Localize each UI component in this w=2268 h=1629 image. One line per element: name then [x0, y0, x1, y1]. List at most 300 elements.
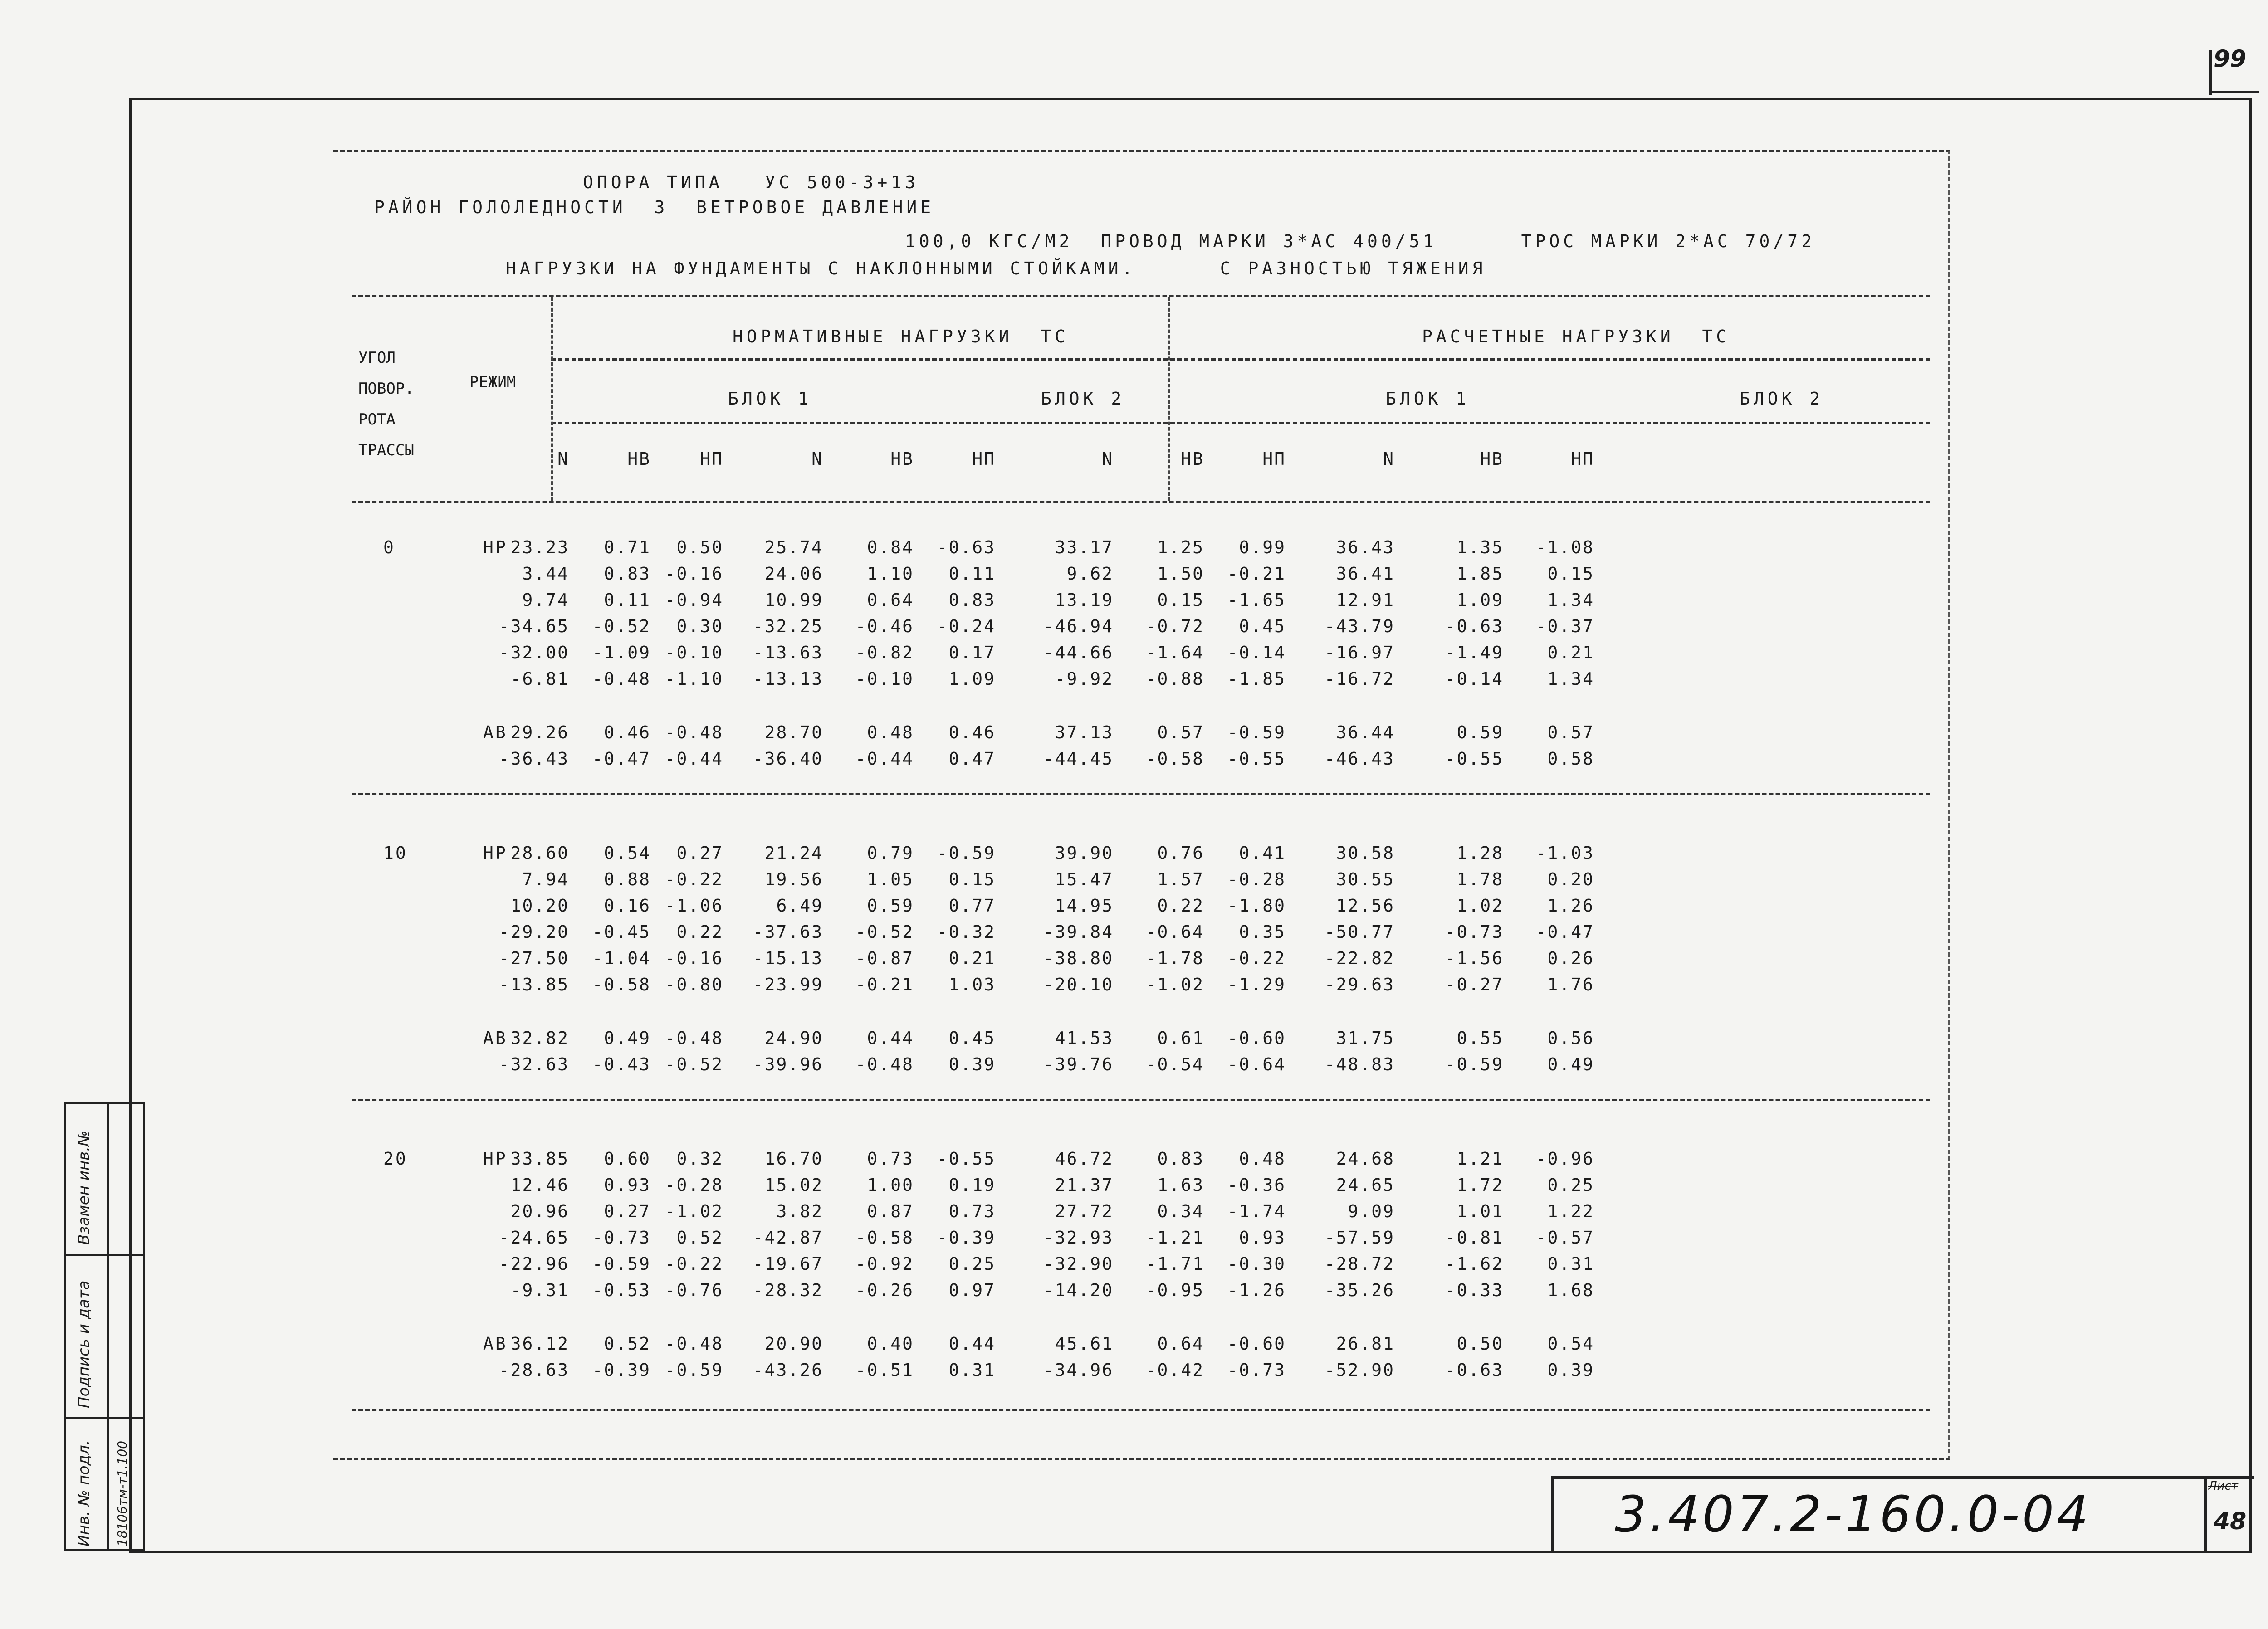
value-cell: 16.70 — [764, 1149, 823, 1169]
value-cell: 3.82 — [776, 1201, 823, 1221]
value-cell: 1.85 — [1457, 564, 1504, 584]
value-cell: -0.63 — [1445, 616, 1504, 636]
value-cell: -28.32 — [753, 1280, 823, 1300]
value-cell: -28.63 — [499, 1360, 569, 1380]
value-cell: 1.05 — [867, 869, 914, 889]
subheader-cell: НВ — [1181, 449, 1204, 469]
value-cell: 0.44 — [948, 1334, 996, 1354]
value-cell: 0.48 — [867, 722, 914, 742]
value-cell: 0.54 — [1547, 1334, 1594, 1354]
value-cell: 15.02 — [764, 1175, 823, 1195]
value-cell: 20.90 — [764, 1334, 823, 1354]
table-bottom-rule — [352, 1409, 1930, 1411]
value-cell: -0.95 — [1145, 1280, 1204, 1300]
value-cell: 24.06 — [764, 564, 823, 584]
value-cell: 0.60 — [604, 1149, 651, 1169]
value-cell: 1.68 — [1547, 1280, 1594, 1300]
value-cell: 0.57 — [1157, 722, 1204, 742]
table-top-rule — [352, 295, 1930, 297]
value-cell: 0.20 — [1547, 869, 1594, 889]
value-cell: -0.59 — [592, 1254, 651, 1274]
value-cell: -1.64 — [1145, 643, 1204, 663]
value-cell: -0.88 — [1145, 669, 1204, 689]
value-cell: 0.49 — [1547, 1054, 1594, 1074]
value-cell: 1.78 — [1457, 869, 1504, 889]
value-cell: -0.48 — [665, 1028, 723, 1048]
angle-header — [358, 342, 414, 466]
value-cell: 30.55 — [1336, 869, 1395, 889]
value-cell: -0.55 — [1227, 749, 1286, 769]
value-cell: -0.52 — [592, 616, 651, 636]
value-cell: -0.27 — [1445, 975, 1504, 995]
value-cell: -0.87 — [855, 948, 914, 968]
value-cell: -1.02 — [1145, 975, 1204, 995]
value-cell: 36.12 — [510, 1334, 569, 1354]
value-cell: 32.82 — [510, 1028, 569, 1048]
value-cell: 0.46 — [604, 722, 651, 742]
value-cell: -0.44 — [665, 749, 723, 769]
inv-label: Инв. № подл. — [75, 1440, 93, 1546]
value-cell: -0.42 — [1145, 1360, 1204, 1380]
mode-value: НР — [483, 537, 508, 557]
value-cell: 1.09 — [948, 669, 996, 689]
subheader-cell: N — [1102, 449, 1114, 469]
value-cell: 0.99 — [1239, 537, 1286, 557]
value-cell: -32.90 — [1043, 1254, 1114, 1274]
value-cell: -1.03 — [1535, 843, 1594, 863]
header-bottom-rule — [352, 501, 1930, 503]
block2-normative-header: БЛОК 2 — [1041, 389, 1125, 409]
subheader-cell: N — [557, 449, 569, 469]
value-cell: -0.51 — [855, 1360, 914, 1380]
value-cell: -0.94 — [665, 590, 723, 610]
subheader-cell: НВ — [890, 449, 914, 469]
value-cell: 0.30 — [676, 616, 723, 636]
value-cell: -29.20 — [499, 922, 569, 942]
value-cell: -39.76 — [1043, 1054, 1114, 1074]
value-cell: -32.63 — [499, 1054, 569, 1074]
value-cell: 10.20 — [510, 896, 569, 916]
value-cell: -0.76 — [665, 1280, 723, 1300]
value-cell: -0.43 — [592, 1054, 651, 1074]
value-cell: 0.41 — [1239, 843, 1286, 863]
value-cell: 1.50 — [1157, 564, 1204, 584]
value-cell: 0.22 — [1157, 896, 1204, 916]
value-cell: -0.14 — [1445, 669, 1504, 689]
value-cell: -52.90 — [1324, 1360, 1395, 1380]
angle-value: 20 — [383, 1149, 408, 1169]
value-cell: -0.55 — [1445, 749, 1504, 769]
document-code: 3.407.2-160.0-04 — [1615, 1485, 2092, 1543]
value-cell: -19.67 — [753, 1254, 823, 1274]
value-cell: 20.96 — [510, 1201, 569, 1221]
value-cell: -0.73 — [592, 1228, 651, 1248]
value-cell: -0.32 — [937, 922, 996, 942]
value-cell: 19.56 — [764, 869, 823, 889]
value-cell: -0.60 — [1227, 1028, 1286, 1048]
value-cell: -36.43 — [499, 749, 569, 769]
value-cell: 0.83 — [604, 564, 651, 584]
value-cell: 1.34 — [1547, 590, 1594, 610]
value-cell: 1.01 — [1457, 1201, 1504, 1221]
value-cell: -0.96 — [1535, 1149, 1594, 1169]
value-cell: -24.65 — [499, 1228, 569, 1248]
value-cell: -44.66 — [1043, 643, 1114, 663]
value-cell: 1.26 — [1547, 896, 1594, 916]
mode-value: НР — [483, 1149, 508, 1169]
printout-table — [333, 150, 1950, 1460]
value-cell: 0.87 — [867, 1201, 914, 1221]
subheader-cell: N — [1383, 449, 1395, 469]
value-cell: -0.59 — [937, 843, 996, 863]
value-cell: 0.44 — [867, 1028, 914, 1048]
value-cell: 12.56 — [1336, 896, 1395, 916]
frame-corner-line — [2209, 91, 2259, 93]
value-cell: -14.20 — [1043, 1280, 1114, 1300]
value-cell: 0.79 — [867, 843, 914, 863]
value-cell: -0.73 — [1227, 1360, 1286, 1380]
section-rule — [352, 793, 1930, 795]
value-cell: -0.54 — [1145, 1054, 1204, 1074]
value-cell: 0.27 — [604, 1201, 651, 1221]
value-cell: -1.56 — [1445, 948, 1504, 968]
value-cell: -37.63 — [753, 922, 823, 942]
value-cell: 45.61 — [1055, 1334, 1114, 1354]
angle-header-l3: РОТА — [358, 410, 396, 429]
value-cell: -1.02 — [665, 1201, 723, 1221]
value-cell: 36.41 — [1336, 564, 1395, 584]
mode-value: АВ — [483, 722, 508, 742]
value-cell: -0.64 — [1227, 1054, 1286, 1074]
value-cell: -0.58 — [855, 1228, 914, 1248]
value-cell: 10.99 — [764, 590, 823, 610]
value-cell: -0.45 — [592, 922, 651, 942]
value-cell: -22.96 — [499, 1254, 569, 1274]
value-cell: 37.13 — [1055, 722, 1114, 742]
value-cell: -0.16 — [665, 564, 723, 584]
value-cell: 0.93 — [1239, 1228, 1286, 1248]
value-cell: -0.72 — [1145, 616, 1204, 636]
value-cell: 1.63 — [1157, 1175, 1204, 1195]
value-cell: -1.04 — [592, 948, 651, 968]
section-rule — [352, 1099, 1930, 1101]
value-cell: 0.50 — [1457, 1334, 1504, 1354]
value-cell: 9.62 — [1066, 564, 1114, 584]
value-cell: 1.10 — [867, 564, 914, 584]
value-cell: -0.21 — [1227, 564, 1286, 584]
value-cell: 1.25 — [1157, 537, 1204, 557]
value-cell: -43.79 — [1324, 616, 1395, 636]
value-cell: -0.48 — [665, 722, 723, 742]
value-cell: -1.06 — [665, 896, 723, 916]
value-cell: 36.44 — [1336, 722, 1395, 742]
value-cell: 0.83 — [1157, 1149, 1204, 1169]
value-cell: 15.47 — [1055, 869, 1114, 889]
value-cell: 7.94 — [522, 869, 569, 889]
value-cell: 0.59 — [1457, 722, 1504, 742]
value-cell: 9.09 — [1348, 1201, 1395, 1221]
value-cell: 41.53 — [1055, 1028, 1114, 1048]
value-cell: 39.90 — [1055, 843, 1114, 863]
value-cell: 12.46 — [510, 1175, 569, 1195]
value-cell: 0.26 — [1547, 948, 1594, 968]
value-cell: 1.34 — [1547, 669, 1594, 689]
normative-header: НОРМАТИВНЫЕ НАГРУЗКИ ТС — [733, 327, 1069, 346]
value-cell: -0.37 — [1535, 616, 1594, 636]
value-cell: 25.74 — [764, 537, 823, 557]
value-cell: -46.94 — [1043, 616, 1114, 636]
value-cell: 0.52 — [676, 1228, 723, 1248]
value-cell: -9.31 — [510, 1280, 569, 1300]
block1-normative-header: БЛОК 1 — [728, 389, 812, 409]
value-cell: -22.82 — [1324, 948, 1395, 968]
value-cell: 0.39 — [948, 1054, 996, 1074]
value-cell: 0.61 — [1157, 1028, 1204, 1048]
group-rule — [551, 358, 1930, 361]
value-cell: -0.48 — [665, 1334, 723, 1354]
value-cell: 23.23 — [510, 537, 569, 557]
strip-center-rule — [107, 1104, 109, 1549]
value-cell: 0.73 — [867, 1149, 914, 1169]
value-cell: 0.21 — [948, 948, 996, 968]
subheader-cell: НП — [700, 449, 723, 469]
value-cell: -23.99 — [753, 975, 823, 995]
value-cell: 0.22 — [676, 922, 723, 942]
value-cell: 21.37 — [1055, 1175, 1114, 1195]
value-cell: -1.08 — [1535, 537, 1594, 557]
value-cell: -48.83 — [1324, 1054, 1395, 1074]
value-cell: 33.85 — [510, 1149, 569, 1169]
value-cell: 1.03 — [948, 975, 996, 995]
value-cell: 0.15 — [948, 869, 996, 889]
value-cell: 0.77 — [948, 896, 996, 916]
value-cell: -0.22 — [665, 869, 723, 889]
value-cell: 0.76 — [1157, 843, 1204, 863]
value-cell: 27.72 — [1055, 1201, 1114, 1221]
inv-value: 18106тм-т1.100 — [115, 1440, 130, 1546]
value-cell: 0.11 — [948, 564, 996, 584]
value-cell: 30.58 — [1336, 843, 1395, 863]
value-cell: 31.75 — [1336, 1028, 1395, 1048]
value-cell: -34.65 — [499, 616, 569, 636]
sign-label: Подпись и дата — [75, 1280, 93, 1408]
value-cell: -0.21 — [855, 975, 914, 995]
value-cell: -16.72 — [1324, 669, 1395, 689]
design-header: РАСЧЕТНЫЕ НАГРУЗКИ ТС — [1422, 327, 1730, 346]
block-rule — [551, 422, 1930, 424]
value-cell: -0.36 — [1227, 1175, 1286, 1195]
mode-value: АВ — [483, 1028, 508, 1048]
value-cell: 24.65 — [1336, 1175, 1395, 1195]
value-cell: -0.59 — [1445, 1054, 1504, 1074]
value-cell: 0.88 — [604, 869, 651, 889]
value-cell: 0.40 — [867, 1334, 914, 1354]
value-cell: 0.73 — [948, 1201, 996, 1221]
value-cell: -0.80 — [665, 975, 723, 995]
value-cell: 36.43 — [1336, 537, 1395, 557]
value-cell: 28.60 — [510, 843, 569, 863]
value-cell: -32.25 — [753, 616, 823, 636]
value-cell: 1.28 — [1457, 843, 1504, 863]
value-cell: 0.57 — [1547, 722, 1594, 742]
value-cell: 0.31 — [1547, 1254, 1594, 1274]
value-cell: -39.84 — [1043, 922, 1114, 942]
value-cell: -0.10 — [855, 669, 914, 689]
replace-label: Взамен инв.№ — [75, 1130, 93, 1245]
value-cell: -0.64 — [1145, 922, 1204, 942]
value-cell: 0.49 — [604, 1028, 651, 1048]
value-cell: -1.09 — [592, 643, 651, 663]
value-cell: -1.10 — [665, 669, 723, 689]
signature-strip — [64, 1102, 145, 1551]
value-cell: 28.70 — [764, 722, 823, 742]
value-cell: -13.13 — [753, 669, 823, 689]
value-cell: 0.47 — [948, 749, 996, 769]
value-cell: -0.82 — [855, 643, 914, 663]
value-cell: 1.02 — [1457, 896, 1504, 916]
value-cell: -0.59 — [665, 1360, 723, 1380]
value-cell: 0.59 — [867, 896, 914, 916]
value-cell: -13.85 — [499, 975, 569, 995]
value-cell: -0.46 — [855, 616, 914, 636]
value-cell: -0.63 — [937, 537, 996, 557]
value-cell: -0.60 — [1227, 1334, 1286, 1354]
value-cell: 0.48 — [1239, 1149, 1286, 1169]
value-cell: 46.72 — [1055, 1149, 1114, 1169]
value-cell: 13.19 — [1055, 590, 1114, 610]
value-cell: -44.45 — [1043, 749, 1114, 769]
value-cell: -1.29 — [1227, 975, 1286, 995]
value-cell: -0.16 — [665, 948, 723, 968]
value-cell: -42.87 — [753, 1228, 823, 1248]
sheet-label: Лист — [2208, 1479, 2238, 1493]
strip-divider — [66, 1254, 143, 1256]
value-cell: 0.35 — [1239, 922, 1286, 942]
value-cell: 1.72 — [1457, 1175, 1504, 1195]
value-cell: -32.93 — [1043, 1228, 1114, 1248]
value-cell: 14.95 — [1055, 896, 1114, 916]
value-cell: 0.84 — [867, 537, 914, 557]
value-cell: -1.85 — [1227, 669, 1286, 689]
value-cell: 0.54 — [604, 843, 651, 863]
strip-divider — [66, 1417, 143, 1419]
value-cell: -0.14 — [1227, 643, 1286, 663]
value-cell: -0.48 — [855, 1054, 914, 1074]
value-cell: -1.49 — [1445, 643, 1504, 663]
subheader-cell: НП — [972, 449, 996, 469]
value-cell: -38.80 — [1043, 948, 1114, 968]
header-line-2: РАЙОН ГОЛОЛЕДНОСТИ 3 ВЕТРОВОЕ ДАВЛЕНИЕ — [374, 197, 935, 217]
value-cell: -0.55 — [937, 1149, 996, 1169]
value-cell: -1.71 — [1145, 1254, 1204, 1274]
value-cell: -20.10 — [1043, 975, 1114, 995]
value-cell: -15.13 — [753, 948, 823, 968]
value-cell: 1.57 — [1157, 869, 1204, 889]
value-cell: -32.00 — [499, 643, 569, 663]
subheader-cell: НВ — [627, 449, 651, 469]
value-cell: -0.53 — [592, 1280, 651, 1300]
block1-design-header: БЛОК 1 — [1386, 389, 1470, 409]
value-cell: -46.43 — [1324, 749, 1395, 769]
value-cell: -0.22 — [665, 1254, 723, 1274]
value-cell: 9.74 — [522, 590, 569, 610]
value-cell: -28.72 — [1324, 1254, 1395, 1274]
angle-header-l4: ТРАССЫ — [358, 441, 414, 459]
col-rule-groups — [1168, 297, 1170, 501]
value-cell: -9.92 — [1055, 669, 1114, 689]
subheader-cell: N — [811, 449, 823, 469]
angle-header-l1: УГОЛ — [358, 349, 396, 367]
value-cell: -35.26 — [1324, 1280, 1395, 1300]
value-cell: 0.19 — [948, 1175, 996, 1195]
value-cell: -29.63 — [1324, 975, 1395, 995]
value-cell: 24.68 — [1336, 1149, 1395, 1169]
value-cell: -0.48 — [592, 669, 651, 689]
value-cell: -13.63 — [753, 643, 823, 663]
value-cell: -0.24 — [937, 616, 996, 636]
value-cell: 1.76 — [1547, 975, 1594, 995]
angle-header-l2: ПОВОР. — [358, 380, 414, 398]
value-cell: 0.56 — [1547, 1028, 1594, 1048]
value-cell: 0.25 — [1547, 1175, 1594, 1195]
value-cell: 0.45 — [1239, 616, 1286, 636]
value-cell: -1.80 — [1227, 896, 1286, 916]
value-cell: 0.52 — [604, 1334, 651, 1354]
value-cell: 1.22 — [1547, 1201, 1594, 1221]
value-cell: -1.78 — [1145, 948, 1204, 968]
value-cell: -0.47 — [592, 749, 651, 769]
header-line-4: НАГРУЗКИ НА ФУНДАМЕНТЫ С НАКЛОННЫМИ СТОЙКАМИ. С РАЗНОСТЬЮ ТЯЖЕНИЯ — [506, 258, 1486, 278]
subheader-cell: НП — [1262, 449, 1286, 469]
value-cell: -0.28 — [1227, 869, 1286, 889]
value-cell: -36.40 — [753, 749, 823, 769]
frame-corner-tick — [2209, 50, 2212, 95]
value-cell: -1.65 — [1227, 590, 1286, 610]
value-cell: 0.55 — [1457, 1028, 1504, 1048]
value-cell: -0.44 — [855, 749, 914, 769]
value-cell: -0.73 — [1445, 922, 1504, 942]
value-cell: -0.39 — [592, 1360, 651, 1380]
value-cell: 0.11 — [604, 590, 651, 610]
value-cell: 24.90 — [764, 1028, 823, 1048]
value-cell: -0.81 — [1445, 1228, 1504, 1248]
mode-header: РЕЖИМ — [469, 373, 516, 391]
mode-value: НР — [483, 843, 508, 863]
angle-value: 10 — [383, 843, 408, 863]
value-cell: -0.58 — [1145, 749, 1204, 769]
value-cell: 0.64 — [1157, 1334, 1204, 1354]
value-cell: -1.74 — [1227, 1201, 1286, 1221]
value-cell: 33.17 — [1055, 537, 1114, 557]
value-cell: -0.22 — [1227, 948, 1286, 968]
value-cell: 0.58 — [1547, 749, 1594, 769]
value-cell: 0.83 — [948, 590, 996, 610]
value-cell: 0.21 — [1547, 643, 1594, 663]
value-cell: -1.21 — [1145, 1228, 1204, 1248]
value-cell: -57.59 — [1324, 1228, 1395, 1248]
value-cell: -0.57 — [1535, 1228, 1594, 1248]
block2-design-header: БЛОК 2 — [1740, 389, 1824, 409]
value-cell: 21.24 — [764, 843, 823, 863]
value-cell: 0.17 — [948, 643, 996, 663]
value-cell: 1.21 — [1457, 1149, 1504, 1169]
value-cell: 1.35 — [1457, 537, 1504, 557]
value-cell: 0.32 — [676, 1149, 723, 1169]
value-cell: 29.26 — [510, 722, 569, 742]
sheet-number: 48 — [2214, 1508, 2247, 1535]
value-cell: 12.91 — [1336, 590, 1395, 610]
value-cell: -6.81 — [510, 669, 569, 689]
